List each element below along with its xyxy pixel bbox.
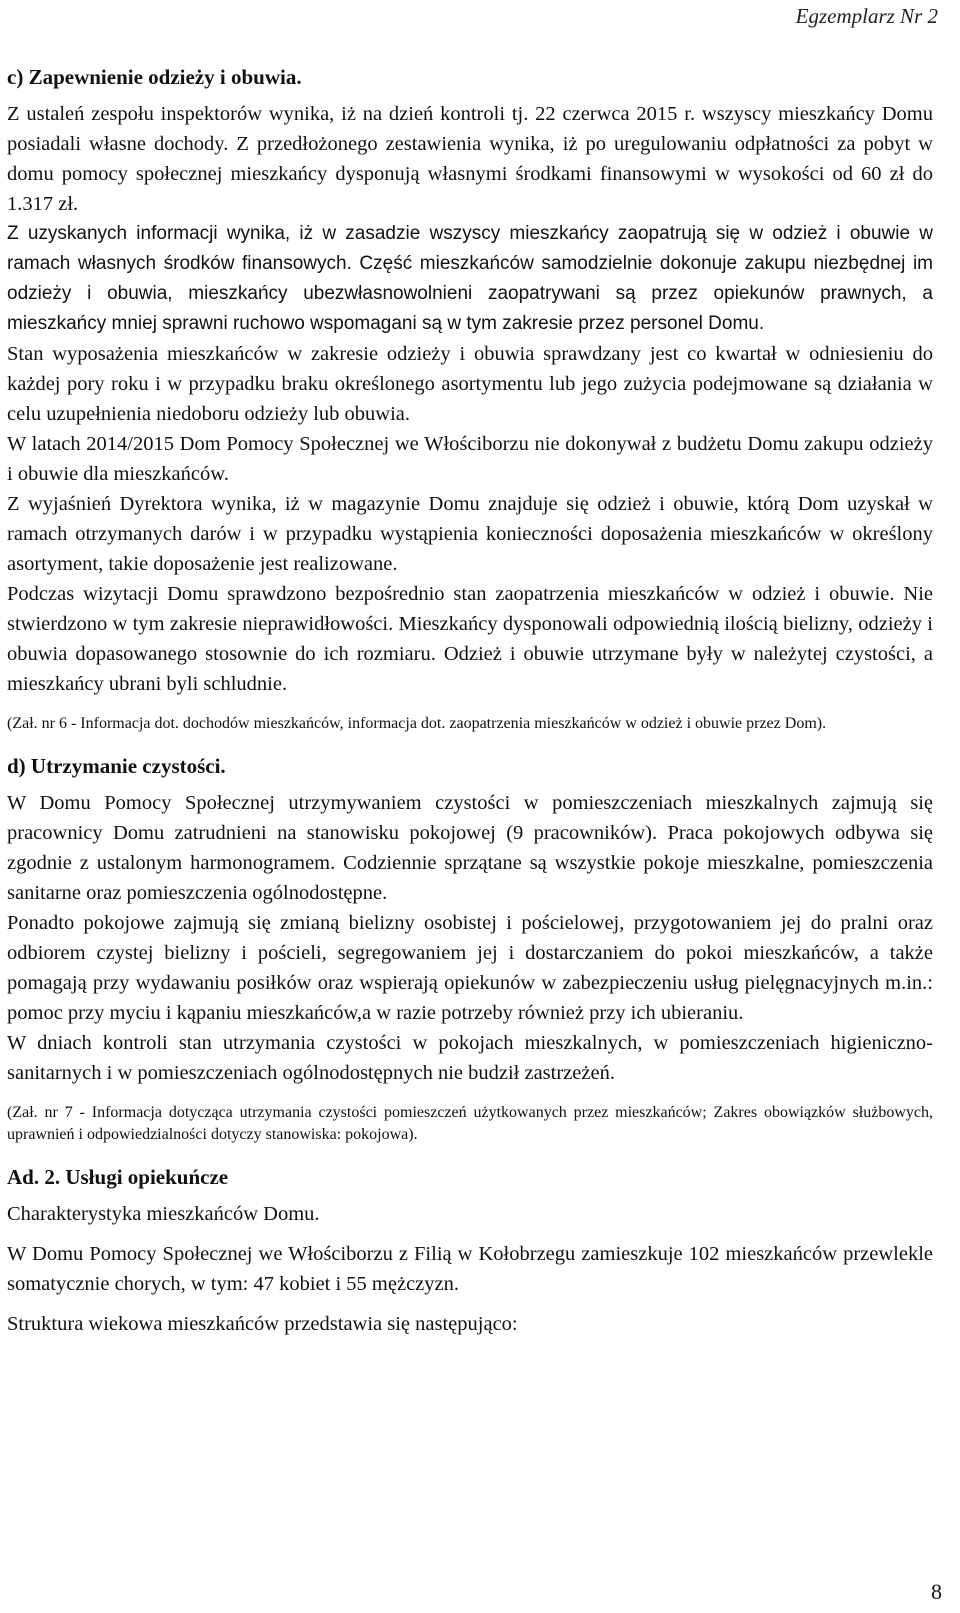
section-ad2-paragraph-1: W Domu Pomocy Społecznej we Włościborzu z Filią w Kołobrzegu zamieszkuje 102 mieszkańców przewlekle somatycznie chorych, w tym: 47 kobiet i 55 mężczyzn. (7, 1243, 933, 1295)
section-ad2-heading: Ad. 2. Usługi opiekuńcze (7, 1165, 229, 1189)
section-ad2-paragraph-2: Struktura wiekowa mieszkańców przedstawia się następująco: (7, 1313, 518, 1335)
document-body (7, 64, 933, 1339)
page-number: 8 (931, 1579, 942, 1604)
section-c-paragraph-5: Z wyjaśnień Dyrektora wynika, iż w magazynie Domu znajduje się odzież i obuwie, którą Dom uzyskał w ramach otrzymanych darów i w przypadku wystąpienia konieczności doposażenia mieszkańców w określony asortyment, takie doposażenie jest realizowane. (7, 493, 933, 575)
section-d-paragraph-2: Ponadto pokojowe zajmują się zmianą bielizny osobistej i pościelowej, przygotowaniem jej do pralni oraz odbiorem czystej bielizny i pościeli, segregowaniem jej i dostarczaniem do pokoi mieszkańców, a także pomagają przy wydawaniu posiłków oraz wspierają opiekunów w zabezpieczeniu usług pielęgnacyjnych m.in.: pomoc przy myciu i kąpaniu mieszkańców,a w razie potrzeby również przy ich ubieraniu. (7, 912, 933, 1024)
section-d-attachment-note: (Zał. nr 7 - Informacja dotycząca utrzymania czystości pomieszczeń użytkowanych przez mieszkańców; Zakres obowiązków służbowych, uprawnień i odpowiedzialności dotyczy stanowiska: pokojowa). (7, 1104, 933, 1143)
section-c-paragraph-3: Stan wyposażenia mieszkańców w zakresie odzieży i obuwia sprawdzany jest co kwartał w odniesieniu do każdej pory roku i w przypadku braku określonego asortymentu lub jego zużycia podejmowane są działania w celu uzupełnienia niedoboru odzieży lub obuwia. (7, 343, 933, 425)
document-copy-label: Egzemplarz Nr 2 (795, 4, 938, 28)
section-c-paragraph-1: Z ustaleń zespołu inspektorów wynika, iż na dzień kontroli tj. 22 czerwca 2015 r. wszyscy mieszkańcy Domu posiadali własne dochody. Z przedłożonego zestawienia wynika, iż po uregulowaniu odpłatności za pobyt w domu pomocy społecznej mieszkańcy dysponują własnymi środkami finansowymi w wysokości od 60 zł do 1.317 zł. (7, 103, 933, 215)
section-c-paragraph-4: W latach 2014/2015 Dom Pomocy Społecznej we Włościborzu nie dokonywał z budżetu Domu zakupu odzieży i obuwie dla mieszkańców. (7, 433, 933, 485)
section-c-paragraph-6: Podczas wizytacji Domu sprawdzono bezpośrednio stan zaopatrzenia mieszkańców w odzież i obuwie. Nie stwierdzono w tym zakresie nieprawidłowości. Mieszkańcy dysponowali odpowiednią ilością bielizny, odzieży i obuwia dopasowanego stosownie do ich rozmiaru. Odzież i obuwie utrzymane były w należytej czystości, a mieszkańcy ubrani byli schludnie. (7, 583, 933, 695)
section-c-attachment-note: (Zał. nr 6 - Informacja dot. dochodów mieszkańców, informacja dot. zaopatrzenia mieszkańców w odzież i obuwie przez Dom). (7, 715, 827, 732)
section-c-paragraph-2: Z uzyskanych informacji wynika, iż w zasadzie wszyscy mieszkańcy zaopatrują się w odzież i obuwie w ramach własnych środków finansowych. Część mieszkańców samodzielnie dokonuje zakupu niezbędnej im odzieży i obuwia, mieszkańcy ubezwłasnowolnieni zaopatrywani są przez opiekunów prawnych, a mieszkańcy mniej sprawni ruchowo wspomagani są w tym zakresie przez personel Domu. (7, 223, 933, 334)
section-d-paragraph-3: W dniach kontroli stan utrzymania czystości w pokojach mieszkalnych, w pomieszczeniach higieniczno-sanitarnych i w pomieszczeniach ogólnodostępnych nie budził zastrzeżeń. (7, 1032, 933, 1084)
section-d-paragraph-1: W Domu Pomocy Społecznej utrzymywaniem czystości w pomieszczeniach mieszkalnych zajmują się pracownicy Domu zatrudnieni na stanowisku pokojowej (9 pracowników). Praca pokojowych odbywa się zgodnie z ustalonym harmonogramem. Codziennie sprzątane są wszystkie pokoje mieszkalne, pomieszczenia sanitarne oraz pomieszczenia ogólnodostępne. (7, 792, 933, 904)
section-d-heading: d) Utrzymanie czystości. (7, 754, 226, 778)
section-ad2-subheading: Charakterystyka mieszkańców Domu. (7, 1203, 320, 1225)
section-c-heading: c) Zapewnienie odzieży i obuwia. (7, 65, 302, 89)
